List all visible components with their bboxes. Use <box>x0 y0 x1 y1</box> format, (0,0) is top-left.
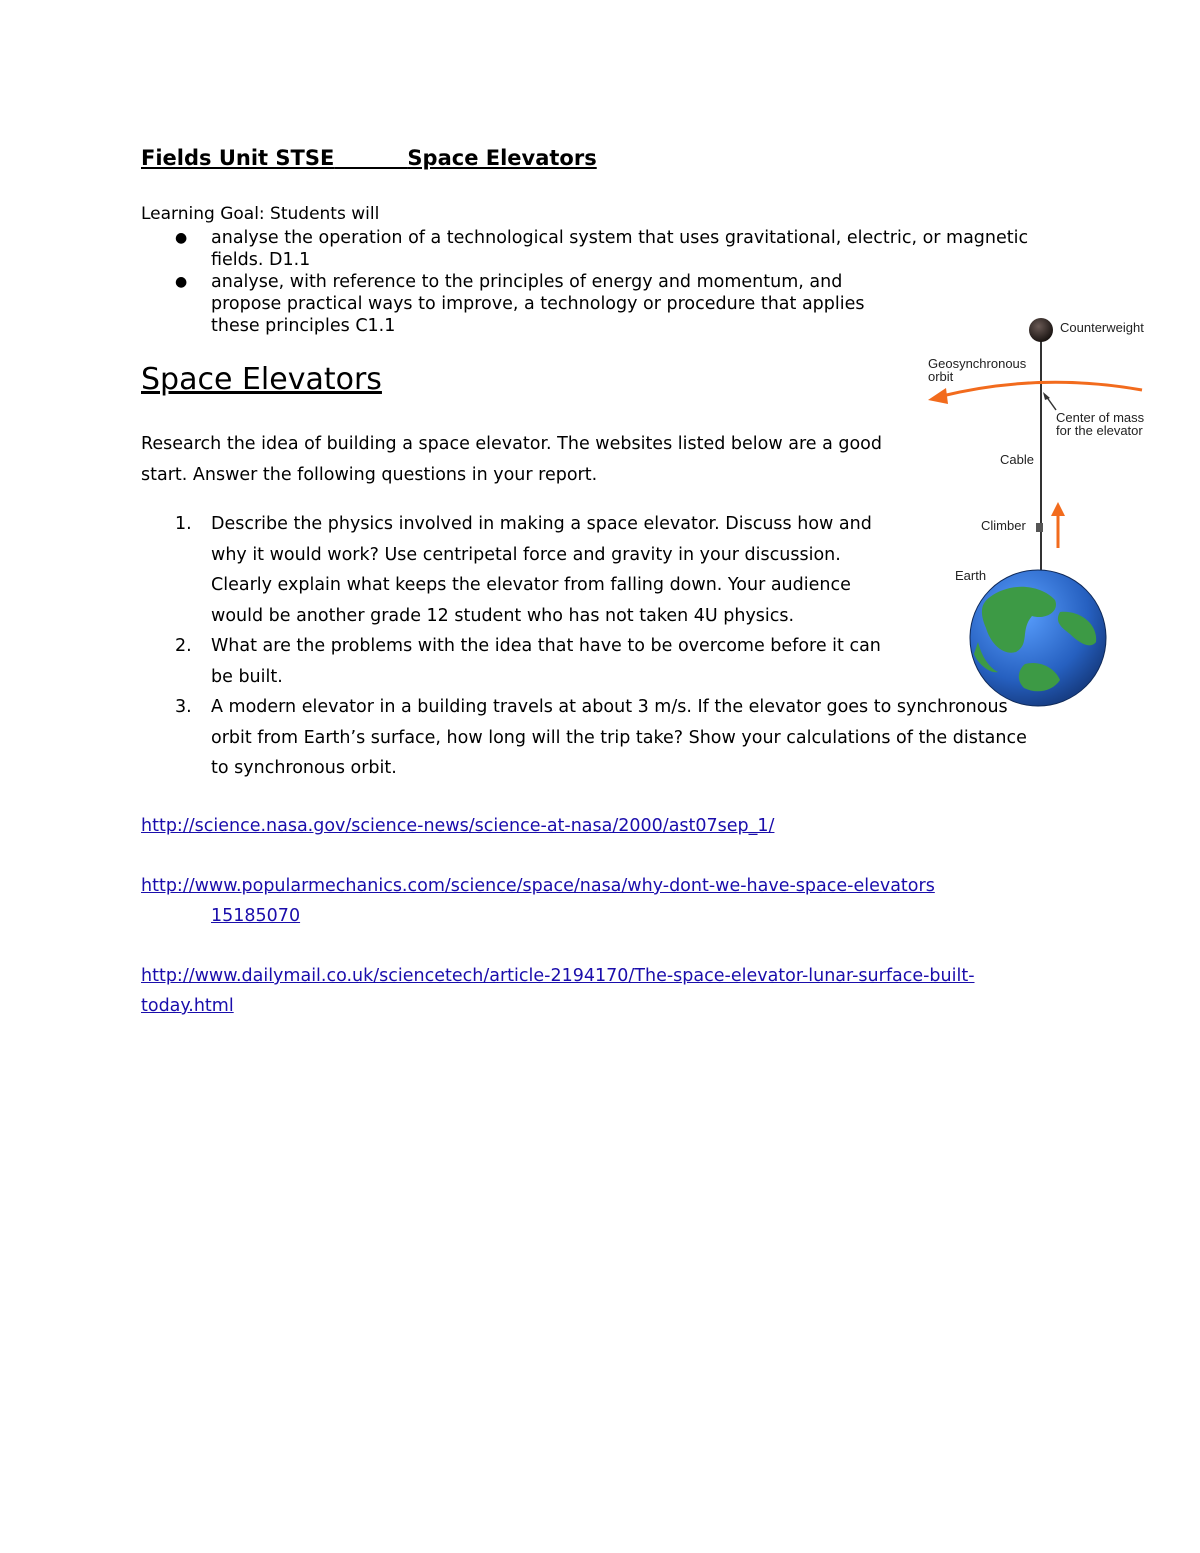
bullet-icon: ● <box>175 274 188 290</box>
link-block <box>141 961 975 1021</box>
earth-icon <box>970 570 1106 706</box>
center-of-mass-label-line1: Center of mass <box>1056 410 1145 425</box>
nasa-link[interactable]: http://science.nasa.gov/science-news/science-at-nasa/2000/ast07sep_1/ <box>141 816 775 836</box>
question-number: 1. <box>175 514 192 534</box>
learning-goal-item <box>141 227 1071 271</box>
climber-label: Climber <box>981 518 1026 533</box>
popularmechanics-link[interactable]: http://www.popularmechanics.com/science/space/nasa/why-dont-we-have-space-elevators <box>141 876 935 896</box>
question-number: 3. <box>175 697 192 717</box>
learning-goal-label: Learning Goal: Students will <box>141 204 380 224</box>
question-text: A modern elevator in a building travels at about 3 m/s. If the elevator goes to synchronous orbit from Earth’s surface, how long will the trip take? Show your calculations of the distance to synchronous orbit. <box>211 697 1027 778</box>
orbit-arrow-icon <box>928 388 948 404</box>
cable-label: Cable <box>1000 452 1034 467</box>
center-of-mass-label-line2: for the elevator <box>1056 423 1143 438</box>
climb-arrow-icon <box>1051 502 1065 516</box>
question-list <box>141 509 1041 784</box>
link-block <box>141 811 774 841</box>
intro-paragraph: Research the idea of building a space elevator. The websites listed below are a good start. Answer the following questions in your report. <box>141 434 882 485</box>
question-text: Describe the physics involved in making a space elevator. Discuss how and why it would work? Use centripetal force and gravity in your discussion. Clearly explain what keeps the elevator from falling down. Your audience would be another grade 12 student who has not taken 4U physics. <box>211 514 872 626</box>
earth-label: Earth <box>955 568 987 583</box>
header-topic: Space Elevators <box>407 146 597 170</box>
learning-goal-text: analyse, with reference to the principles of energy and momentum, and propose practical ways to improve, a technology or procedure that applies these principles C1.1 <box>211 272 865 336</box>
counterweight-label: Counterweight <box>1060 320 1144 335</box>
learning-goal-text: analyse the operation of a technological system that uses gravitational, electric, or magnetic fields. D1.1 <box>211 228 1029 270</box>
pointer-arrow-icon <box>1043 392 1050 400</box>
question-text: What are the problems with the idea that have to be overcome before it can be built. <box>211 636 881 687</box>
counterweight-icon <box>1029 318 1053 342</box>
geosync-label-line2: orbit <box>928 369 954 384</box>
geosync-label-line1: Geosynchronous <box>928 356 1027 371</box>
space-elevator-diagram <box>920 312 1160 712</box>
bullet-icon: ● <box>175 230 188 246</box>
link-block <box>141 871 935 931</box>
header-title <box>141 146 597 170</box>
section-title: Space Elevators <box>141 362 382 397</box>
question-item <box>141 692 1041 784</box>
question-number: 2. <box>175 636 192 656</box>
climber-icon <box>1036 523 1043 532</box>
dailymail-link[interactable]: http://www.dailymail.co.uk/sciencetech/article-2194170/The-space-elevator-lunar-surface-built- <box>141 966 975 986</box>
question-item <box>141 631 881 692</box>
popularmechanics-link-continued[interactable]: 15185070 <box>211 906 301 926</box>
header-unit: Fields Unit STSE <box>141 146 335 170</box>
question-item <box>141 509 901 631</box>
dailymail-link-continued[interactable]: today.html <box>141 996 234 1016</box>
